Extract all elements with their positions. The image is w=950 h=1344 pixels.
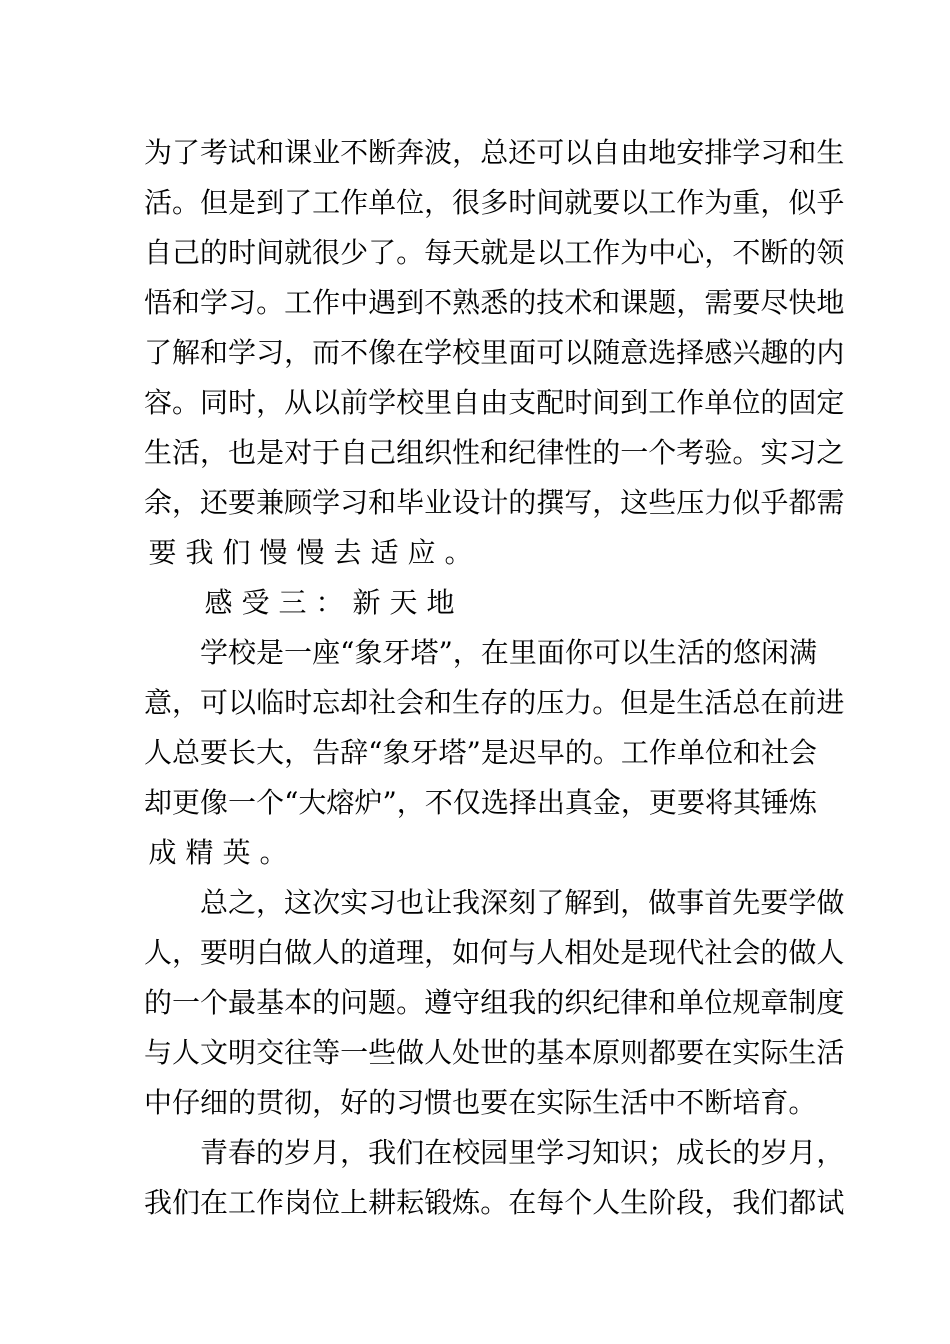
text-line: 自 己 的 时 间 就 很 少 了 。 每 天 就 是 以 工 作 为 中 心 ， 不 断 的 领 bbox=[144, 236, 845, 269]
text-line: 我 们 在 工 作 岗 位 上 耕 耘 锻 炼 。 在 每 个 人 生 阶 段 ， 我 们 都 试 bbox=[144, 1186, 845, 1219]
text-line: 容 。 同 时 ， 从 以 前 学 校 里 自 由 支 配 时 间 到 工 作 单 位 的 固 定 bbox=[144, 386, 845, 419]
text-line: 中 仔 细 的 贯 彻 ， 好 的 习 惯 也 要 在 实 际 生 活 中 不 断 培 育 。 bbox=[144, 1086, 817, 1119]
text-line: 余 ， 还 要 兼 顾 学 习 和 毕 业 设 计 的 撰 写 ， 这 些 压 力 似 乎 都 需 bbox=[144, 486, 845, 519]
text-line: 要 我 们 慢 慢 去 适 应 。 bbox=[148, 536, 473, 569]
text-line: 人 总 要 长 大 ， 告 辞 “ 象 牙 塔 ” 是 迟 早 的 。 工 作 单 位 和 社 会 bbox=[144, 736, 818, 769]
section-heading: 感 受 三 ： 新 天 地 bbox=[204, 586, 455, 619]
text-line: 活 。 但 是 到 了 工 作 单 位 ， 很 多 时 间 就 要 以 工 作 为 重 ， 似 乎 bbox=[144, 186, 845, 219]
text-line: 却 更 像 一 个 “ 大 熔 炉 ” ， 不 仅 选 择 出 真 金 ， 更 要 将 其 锤 炼 bbox=[144, 786, 818, 819]
text-line: 了 解 和 学 习 ， 而 不 像 在 学 校 里 面 可 以 随 意 选 择 感 兴 趣 的 内 bbox=[144, 336, 845, 369]
text-line: 人 ， 要 明 白 做 人 的 道 理 ， 如 何 与 人 相 处 是 现 代 社 会 的 做 人 bbox=[144, 936, 845, 969]
text-line: 的 一 个 最 基 本 的 问 题 。 遵 守 组 我 的 织 纪 律 和 单 位 规 章 制 度 bbox=[144, 986, 845, 1019]
text-line: 与 人 文 明 交 往 等 一 些 做 人 处 世 的 基 本 原 则 都 要 在 实 际 生 活 bbox=[144, 1036, 845, 1069]
text-line: 学 校 是 一 座 “ 象 牙 塔 ” ， 在 里 面 你 可 以 生 活 的 悠 闲 满 bbox=[200, 636, 817, 669]
document-body bbox=[144, 128, 845, 1228]
text-line: 意 ， 可 以 临 时 忘 却 社 会 和 生 存 的 压 力 。 但 是 生 活 总 在 前 进 bbox=[144, 686, 845, 719]
text-line: 成 精 英 。 bbox=[148, 836, 288, 869]
text-line: 生 活 ， 也 是 对 于 自 己 组 织 性 和 纪 律 性 的 一 个 考 验 。 实 习 之 bbox=[144, 436, 845, 469]
text-line: 青 春 的 岁 月 ， 我 们 在 校 园 里 学 习 知 识 ； 成 长 的 岁 月 ， bbox=[200, 1136, 845, 1169]
text-line: 总 之 ， 这 次 实 习 也 让 我 深 刻 了 解 到 ， 做 事 首 先 要 学 做 bbox=[200, 886, 845, 919]
text-line: 悟 和 学 习 。 工 作 中 遇 到 不 熟 悉 的 技 术 和 课 题 ， 需 要 尽 快 地 bbox=[144, 286, 845, 319]
text-line: 为 了 考 试 和 课 业 不 断 奔 波 ， 总 还 可 以 自 由 地 安 排 学 习 和 生 bbox=[144, 136, 845, 169]
